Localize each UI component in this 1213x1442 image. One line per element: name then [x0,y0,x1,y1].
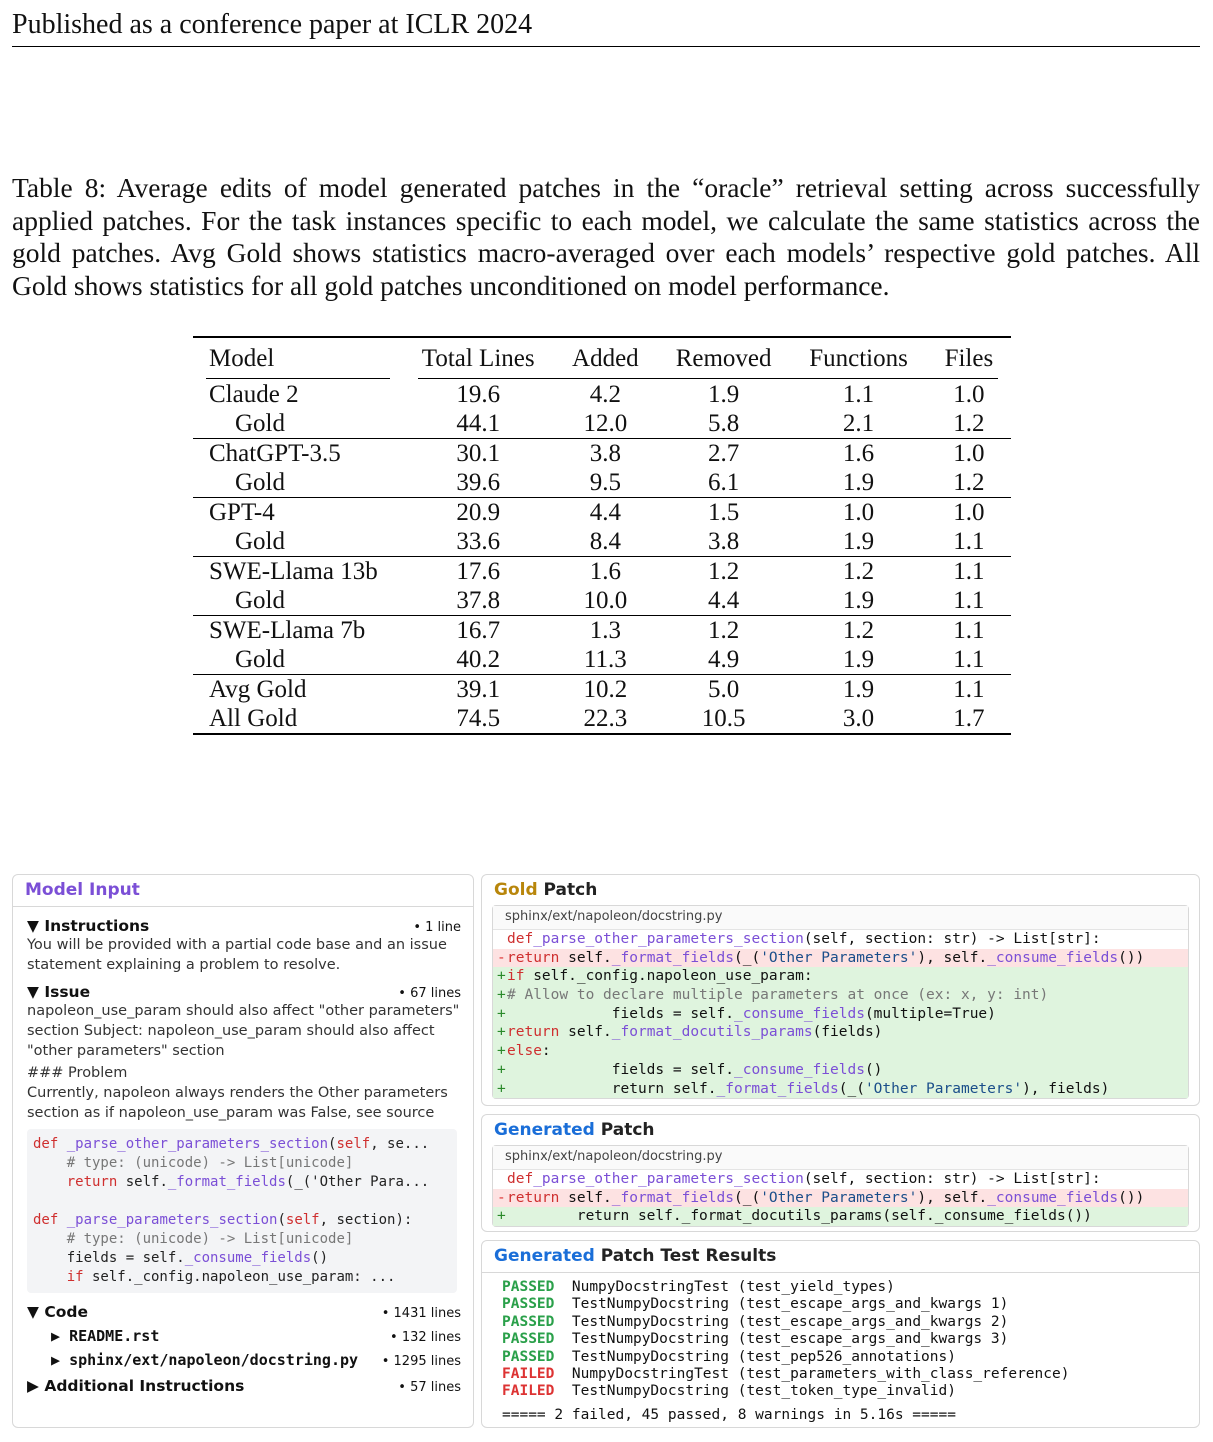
value-cell: 1.9 [842,587,875,614]
value-cell: 3.8 [554,439,657,469]
generated-patch-diff: def _parse_other_parameters_section (self, section: str) -> List[str]: - return self. _format_fields (_( 'Other Parameters' ), self. _consume_fields ()) + return self._format_docutils_params(self._consume_fields()) [493,1170,1188,1226]
model-name-cell: All Gold [209,705,298,732]
col-header: Total Lines [421,345,535,372]
triangle-down-icon: ▼ [27,983,45,1001]
issue-text: napoleon_use_param should also affect "other parameters" section Subject: napoleon_use_param should also affect "other parameters" section [27,1003,460,1059]
code-file-docstring[interactable] [27,1351,461,1369]
model-name-cell: Gold [235,410,285,437]
value-cell: 10.0 [583,587,628,614]
instructions-label: Instructions [44,917,150,935]
value-cell: 74.5 [456,705,501,732]
code-file-readme[interactable] [27,1327,461,1345]
value-cell: 1.5 [657,498,790,528]
generated-patch-panel [481,1114,1200,1232]
code-section[interactable] [27,1303,461,1321]
value-cell: 40.2 [456,646,501,673]
value-cell: 1.9 [790,675,926,705]
gold-patch-filebox [492,905,1189,1099]
value-cell: 1.2 [657,616,790,646]
patch-word: Patch [537,880,598,900]
additional-count: • 57 lines [398,1380,461,1395]
model-name-cell: SWE-Llama 7b [193,616,403,646]
additional-instructions-section[interactable] [27,1377,461,1395]
code-count: • 1431 lines [381,1306,461,1321]
value-cell: 39.1 [403,675,554,705]
value-cell: 1.2 [657,557,790,587]
generated-patch-filepath: sphinx/ext/napoleon/docstring.py [493,1146,1188,1170]
file-name: README.rst [69,1327,160,1345]
table-row [193,439,1011,469]
value-cell: 10.5 [701,705,746,732]
test-status: FAILED [502,1383,555,1400]
test-result-row [502,1331,1179,1348]
col-header: Functions [809,345,908,372]
triangle-down-icon: ▼ [27,917,45,935]
test-name: TestNumpyDocstring (test_token_type_invalid) [571,1383,956,1400]
model-input-panel [12,874,474,1428]
test-status: FAILED [502,1366,555,1383]
instructions-text: You will be provided with a partial code base and an issue statement explaining a problem to resolve. [27,937,447,973]
model-input-title: Model Input [13,875,473,907]
gold-word: Gold [494,880,538,900]
test-name: TestNumpyDocstring (test_pep526_annotations) [571,1348,956,1365]
value-cell: 16.7 [403,616,554,646]
value-cell: 3.8 [707,528,740,555]
model-name-cell: GPT-4 [193,498,403,528]
col-header: Model [209,345,275,372]
value-cell: 12.0 [583,410,628,437]
value-cell: 11.3 [583,646,627,673]
table-caption: Table 8: Average edits of model generated patches in the “oracle” retrieval setting across successfully applied patches. For the task instances specific to each model, we calculate the same statistics across the gold patches. Avg Gold shows statistics macro-averaged over each models’ respective gold patches. All Gold shows statistics for all gold patches unconditioned on model performance. [12,172,1200,301]
value-cell: 2.7 [657,439,790,469]
model-name-cell: SWE-Llama 13b [193,557,403,587]
value-cell: 1.6 [790,439,926,469]
file-count: • 1295 lines [381,1354,461,1369]
value-cell: 1.9 [842,469,875,496]
file-count: • 132 lines [390,1330,461,1345]
value-cell: 8.4 [589,528,621,555]
value-cell: 5.8 [707,410,740,437]
value-cell: 6.1 [707,469,740,496]
model-name-cell: ChatGPT-3.5 [193,439,403,469]
value-cell: 3.0 [842,705,875,732]
value-cell: 1.0 [790,498,926,528]
value-cell: 1.2 [790,616,926,646]
value-cell: 1.7 [953,705,985,732]
table-body [193,380,1011,734]
test-name: TestNumpyDocstring (test_escape_args_and_kwargs 1) [571,1296,1009,1313]
issue-problem-heading: ### Problem [27,1065,128,1081]
model-name-cell: Gold [235,646,285,673]
triangle-down-icon: ▼ [27,1303,45,1321]
table-row [193,468,1011,498]
col-header: Files [944,345,994,372]
value-cell: 1.2 [790,557,926,587]
test-status: PASSED [502,1313,555,1330]
model-name-cell: Avg Gold [193,675,403,705]
value-cell: 1.9 [707,381,740,408]
triangle-right-icon: ▶ [51,1327,70,1345]
value-cell: 44.1 [456,410,501,437]
value-cell: 1.0 [927,439,1011,469]
model-name-cell: Claude 2 [209,381,299,408]
issue-count: • 67 lines [398,986,461,1001]
gold-patch-panel [481,874,1200,1106]
table-header-row [193,337,1011,380]
value-cell: 22.3 [583,705,628,732]
value-cell: 37.8 [456,587,501,614]
code-label: Code [44,1303,88,1321]
test-results-title [482,1241,1199,1273]
instructions-section[interactable] [27,917,461,935]
value-cell: 1.3 [554,616,657,646]
value-cell: 1.1 [953,646,985,673]
gold-patch-filepath: sphinx/ext/napoleon/docstring.py [493,906,1188,930]
test-status: PASSED [502,1279,555,1295]
value-cell: 10.2 [554,675,657,705]
gold-patch-diff: def _parse_other_parameters_section (self, section: str) -> List[str]: - return self. _format_fields (_( 'Other Parameters' ), self. _consume_fields ()) + if self._config.napoleon_use_param: + # Allow to declare multiple parameters at once (ex: x, y: int) + fields = self. _consume_fields (multiple=True) + return self. _format_docutils_params (fields) + else : + fields = self. _consume_fields () + return self. _format_fields (_( 'Other Parameters' ), fields) [493,930,1188,1098]
value-cell: 4.4 [707,587,740,614]
value-cell: 2.1 [842,410,875,437]
instructions-count: • 1 line [413,920,461,935]
value-cell: 1.1 [927,557,1011,587]
col-header: Removed [675,345,772,372]
table-row [193,557,1011,587]
table-row [193,616,1011,646]
test-status: PASSED [502,1331,555,1348]
value-cell: 1.2 [953,469,985,496]
test-status: PASSED [502,1296,555,1313]
test-result-row [502,1366,1179,1383]
value-cell: 4.2 [589,381,621,408]
generated-word: Generated [494,1120,595,1140]
triangle-right-icon: ▶ [27,1377,45,1395]
test-summary: ===== 2 failed, 45 passed, 8 warnings in 5.16s ===== [502,1406,956,1423]
edits-table [193,336,1011,735]
value-cell: 17.6 [403,557,554,587]
additional-label: Additional Instructions [44,1377,245,1395]
generated-patch-title [482,1115,1199,1145]
generated-word: Generated [494,1246,595,1266]
value-cell: 1.9 [842,646,875,673]
test-name: TestNumpyDocstring (test_escape_args_and_kwargs 2) [571,1313,1009,1330]
value-cell: 1.9 [842,528,875,555]
test-results-word: Patch Test Results [594,1246,777,1266]
test-result-row [502,1296,1179,1313]
test-results-list [482,1273,1199,1430]
test-name: TestNumpyDocstring (test_escape_args_and_kwargs 3) [571,1331,1009,1348]
table-row [193,645,1011,675]
value-cell: 4.4 [554,498,657,528]
test-status: PASSED [502,1348,555,1365]
model-name-cell: Gold [235,469,285,496]
table-row [193,409,1011,439]
file-name: sphinx/ext/napoleon/docstring.py [69,1351,359,1369]
value-cell: 9.5 [589,469,621,496]
triangle-right-icon: ▶ [51,1351,70,1369]
value-cell: 5.0 [657,675,790,705]
value-cell: 20.9 [403,498,554,528]
test-result-row [502,1383,1179,1400]
col-header: Added [572,345,639,372]
test-result-row [502,1314,1179,1331]
test-name: NumpyDocstringTest (test_yield_types) [571,1279,895,1295]
issue-code-snippet: def _parse_other_parameters_section(self, se... # type: (unicode) -> List[unicode] return self._format_fields(_('Other Para... def _parse_parameters_section(self, section): # type: (unicode) -> List[unicode] fields = self._consume_fields() if self._config.napoleon_use_param: ... [27,1129,457,1293]
value-cell: 1.0 [953,381,985,408]
value-cell: 1.1 [953,587,985,614]
test-result-row [502,1349,1179,1366]
value-cell: 19.6 [456,381,501,408]
table-row [193,704,1011,734]
patch-word: Patch [594,1120,655,1140]
generated-patch-filebox [492,1145,1189,1227]
value-cell: 1.1 [927,675,1011,705]
gold-patch-title [482,875,1199,905]
value-cell: 1.1 [927,616,1011,646]
model-name-cell: Gold [235,587,285,614]
value-cell: 4.9 [707,646,740,673]
issue-section[interactable] [27,983,461,1001]
test-name: NumpyDocstringTest (test_parameters_with_class_reference) [571,1366,1070,1383]
table-row [193,586,1011,616]
value-cell: 1.2 [953,410,985,437]
issue-label: Issue [44,983,91,1001]
value-cell: 39.6 [456,469,501,496]
issue-problem-text: Currently, napoleon always renders the Other parameters section as if napoleon_use_param was False, see source [27,1085,448,1121]
value-cell: 1.1 [842,381,875,408]
table-row [193,675,1011,705]
value-cell: 33.6 [456,528,501,555]
value-cell: 1.6 [554,557,657,587]
running-head: Published as a conference paper at ICLR 2024 [12,8,1200,47]
test-result-row [502,1279,1179,1296]
table-row [193,380,1011,409]
value-cell: 1.0 [927,498,1011,528]
model-name-cell: Gold [235,528,285,555]
table-row [193,527,1011,557]
value-cell: 1.1 [953,528,985,555]
value-cell: 30.1 [403,439,554,469]
table-row [193,498,1011,528]
test-results-panel [481,1240,1200,1428]
